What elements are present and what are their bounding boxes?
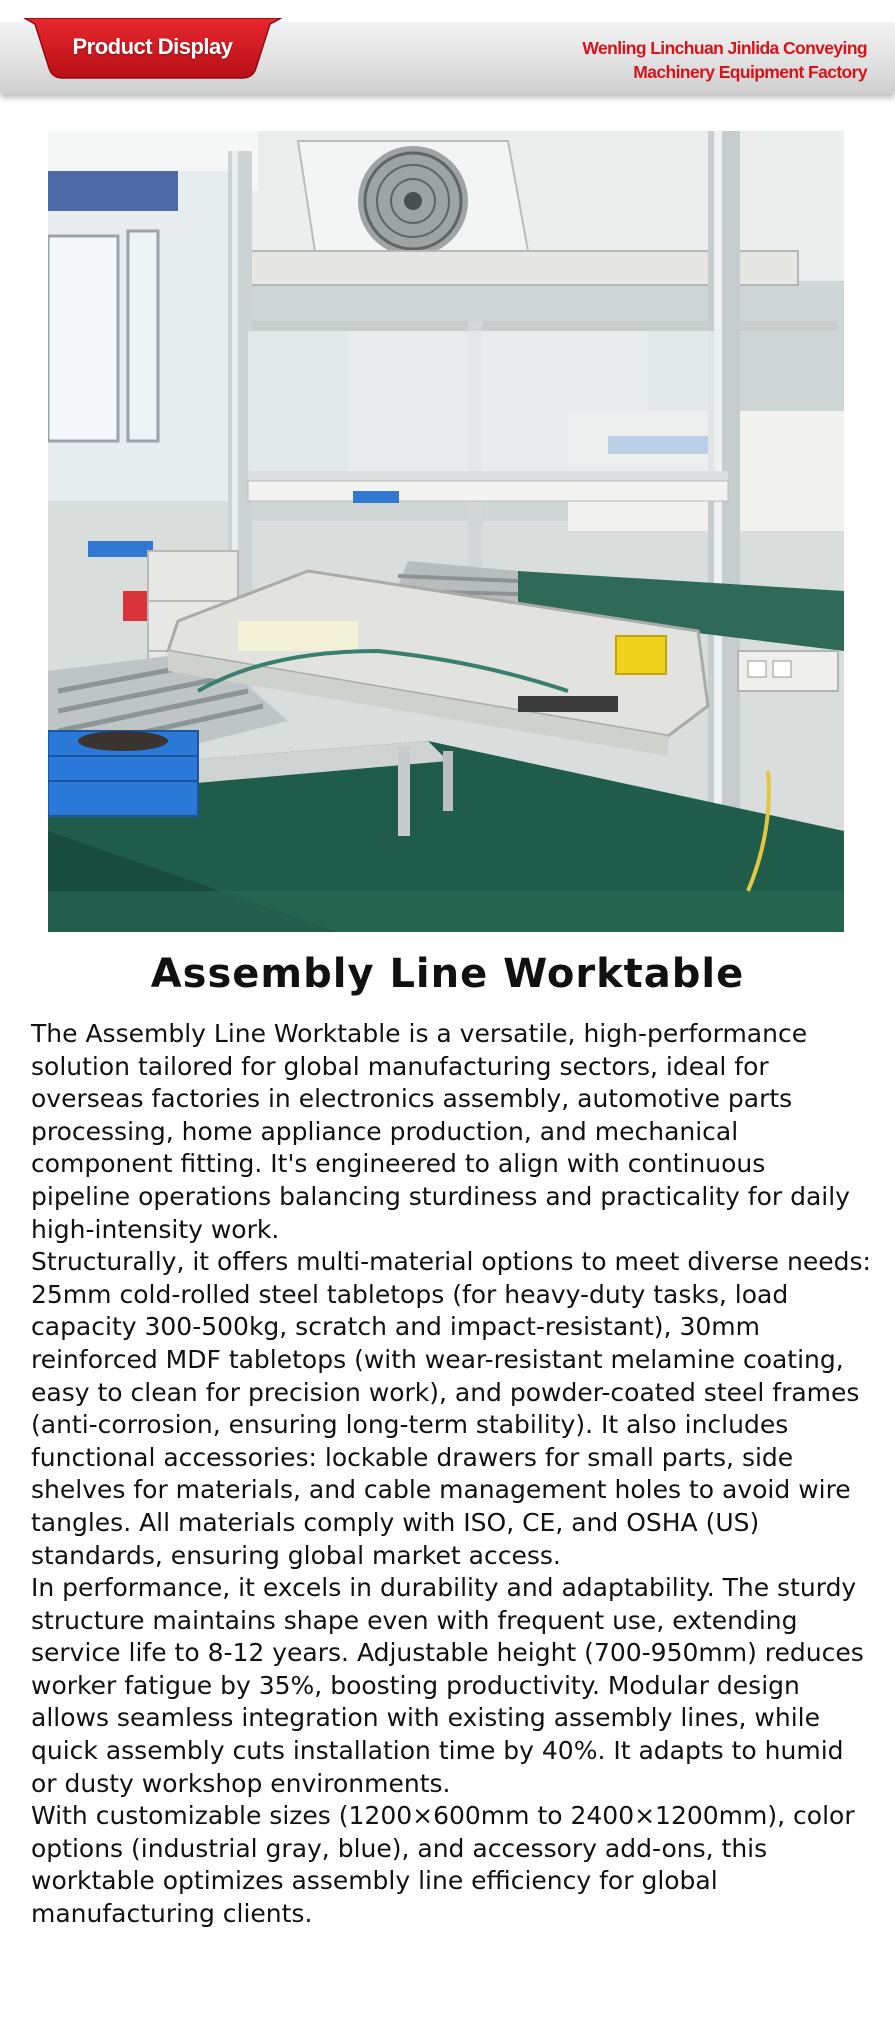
description-paragraph-1: The Assembly Line Worktable is a versatile, high-performance solution tailored for global manufacturing sectors, ideal for overseas factories in electronics assembly, automotive parts processing, home appliance production, and mechanical component fitting. It's engineered to align with continuous pipeline operations balancing sturdiness and practicality for daily high-intensity work. — [31, 1019, 850, 1244]
assembly-line-worktable-photo — [48, 131, 844, 932]
page-title: Assembly Line Worktable — [150, 951, 745, 997]
product-display-tab — [20, 18, 285, 78]
product-photo — [48, 131, 844, 932]
description-paragraph-3: In performance, it excels in durability and adaptability. The sturdy structure maintains shape even with frequent use, extending service life to 8-12 years. Adjustable height (700-950mm) reduces worker fatigue by 35%, boosting productivity. Modular design allows seamless integration with existing assembly lines, while quick assembly cuts installation time by 40%. It adapts to humid or dusty workshop environments. — [31, 1573, 864, 1798]
description-paragraph-4: With customizable sizes (1200×600mm to 2400×1200mm), color options (industrial gray, blue), and accessory add-ons, this worktable optimizes assembly line efficiency for global manufacturing clients. — [31, 1801, 855, 1929]
company-name-line-2: Machinery Equipment Factory — [633, 62, 867, 82]
description-paragraph-2: Structurally, it offers multi-material options to meet diverse needs: 25mm cold-rolled steel tabletops (for heavy-duty tasks, load capacity 300-500kg, scratch and impact-resistant), 30mm reinforced MDF tabletops (with wear-resistant melamine coating, easy to clean for precision work), and powder-coated steel frames (anti-corrosion, ensuring long-term stability). It also includes functional accessories: lockable drawers for small parts, side shelves for materials, and cable management holes to avoid wire tangles. All materials comply with ISO, CE, and OSHA (US) standards, ensuring global market access. — [31, 1247, 871, 1570]
company-name-line-1: Wenling Linchuan Jinlida Conveying — [582, 38, 867, 58]
header-banner — [0, 18, 895, 94]
product-description — [31, 1018, 871, 1931]
tab-label: Product Display — [72, 34, 233, 59]
company-name — [447, 36, 867, 84]
